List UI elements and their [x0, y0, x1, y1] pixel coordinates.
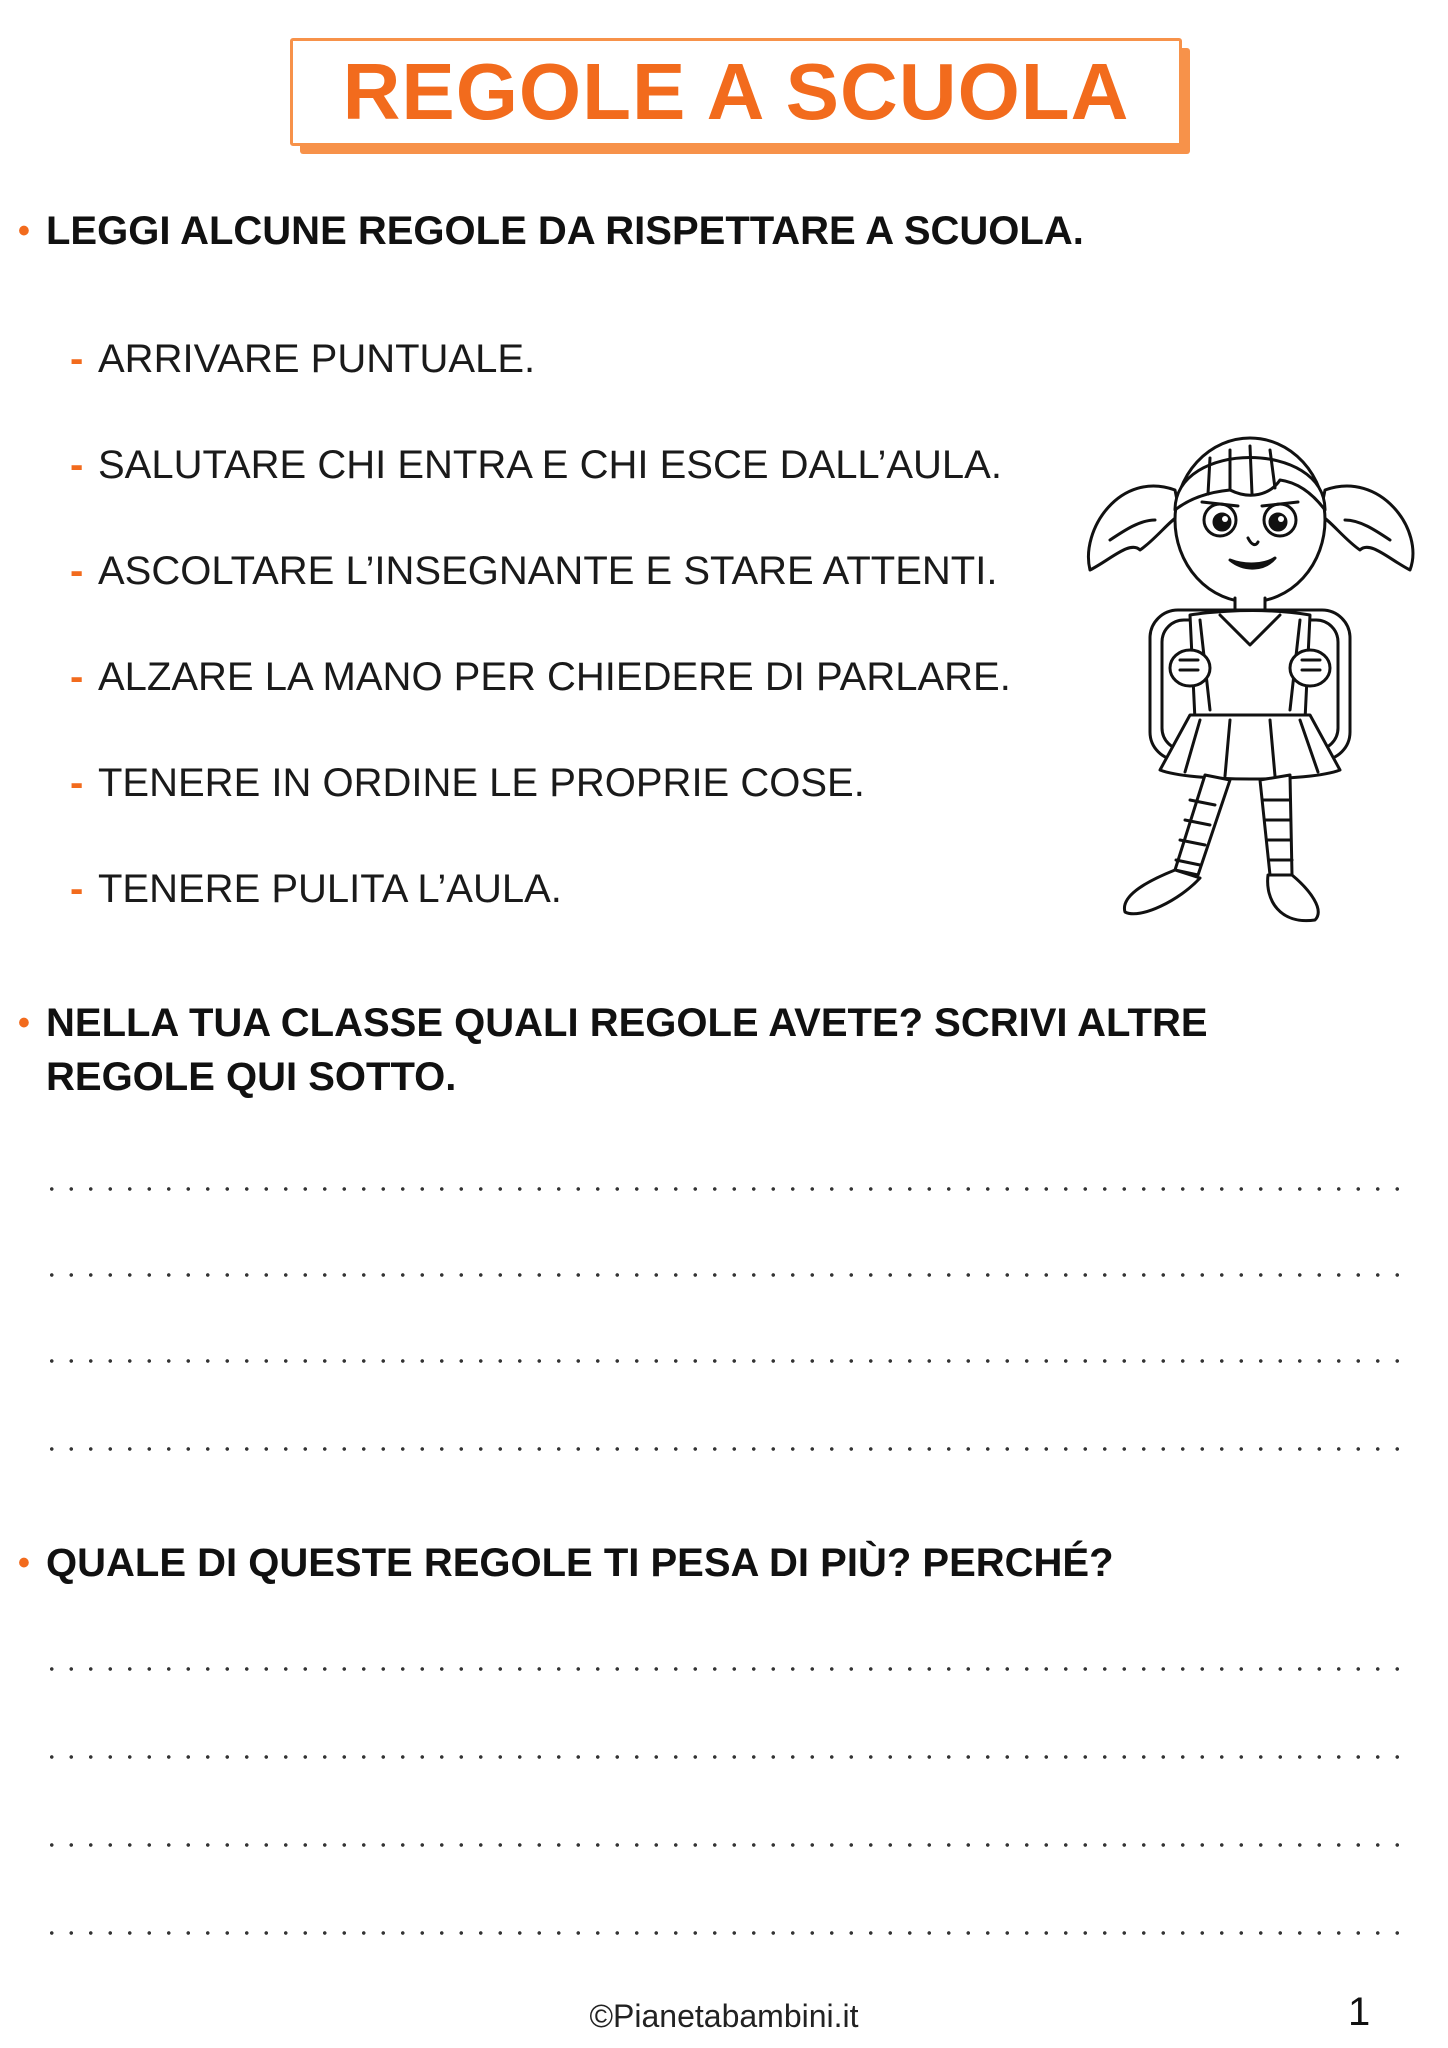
dash-icon: -	[70, 549, 84, 593]
rule-text: ALZARE LA MANO PER CHIEDERE DI PARLARE.	[98, 655, 1011, 699]
answer-line[interactable]	[42, 1842, 1407, 1848]
rule-text: ARRIVARE PUNTUALE.	[98, 337, 536, 381]
rule-item	[70, 864, 562, 914]
rule-text: SALUTARE CHI ENTRA E CHI ESCE DALL’AULA.	[98, 443, 1002, 487]
dash-icon: -	[70, 443, 84, 487]
rule-text: TENERE IN ORDINE LE PROPRIE COSE.	[98, 761, 865, 805]
dash-icon: -	[70, 337, 84, 381]
title-box	[290, 38, 1182, 146]
rule-item	[70, 652, 1011, 702]
question-1-text: LEGGI ALCUNE REGOLE DA RISPETTARE A SCUOLA.	[46, 209, 1084, 253]
dash-icon: -	[70, 655, 84, 699]
rule-item	[70, 758, 865, 808]
answer-line[interactable]	[42, 1666, 1407, 1672]
rule-text: ASCOLTARE L’INSEGNANTE E STARE ATTENTI.	[98, 549, 998, 593]
footer-credit: ©Pianetabambini.it	[589, 1998, 859, 2034]
dash-icon: -	[70, 867, 84, 911]
bullet-icon: •	[18, 1004, 30, 1042]
answer-line[interactable]	[42, 1358, 1407, 1364]
question-2-text	[46, 996, 1208, 1104]
page-number: 1	[1348, 1990, 1371, 2034]
bullet-icon: •	[18, 1544, 30, 1582]
answer-line[interactable]	[42, 1186, 1407, 1192]
rule-item	[70, 546, 997, 596]
answer-line[interactable]	[42, 1272, 1407, 1278]
page-title: REGOLE A SCUOLA	[342, 47, 1130, 136]
bullet-icon: •	[18, 212, 30, 250]
answer-line[interactable]	[42, 1754, 1407, 1760]
rule-text: TENERE PULITA L’AULA.	[98, 867, 562, 911]
answer-line[interactable]	[42, 1446, 1407, 1452]
question-1	[18, 204, 1084, 258]
question-2	[18, 996, 1208, 1104]
question-2-line-2: REGOLE QUI SOTTO.	[46, 1055, 457, 1099]
rule-item	[70, 334, 535, 384]
question-2-line-1: NELLA TUA CLASSE QUALI REGOLE AVETE? SCRIVI ALTRE	[46, 1001, 1208, 1045]
answer-line[interactable]	[42, 1930, 1407, 1936]
rule-item	[70, 440, 1002, 490]
question-3-text: QUALE DI QUESTE REGOLE TI PESA DI PIÙ? PERCHÉ?	[46, 1541, 1114, 1585]
schoolgirl-illustration	[1080, 420, 1420, 930]
dash-icon: -	[70, 761, 84, 805]
question-3	[18, 1536, 1114, 1590]
